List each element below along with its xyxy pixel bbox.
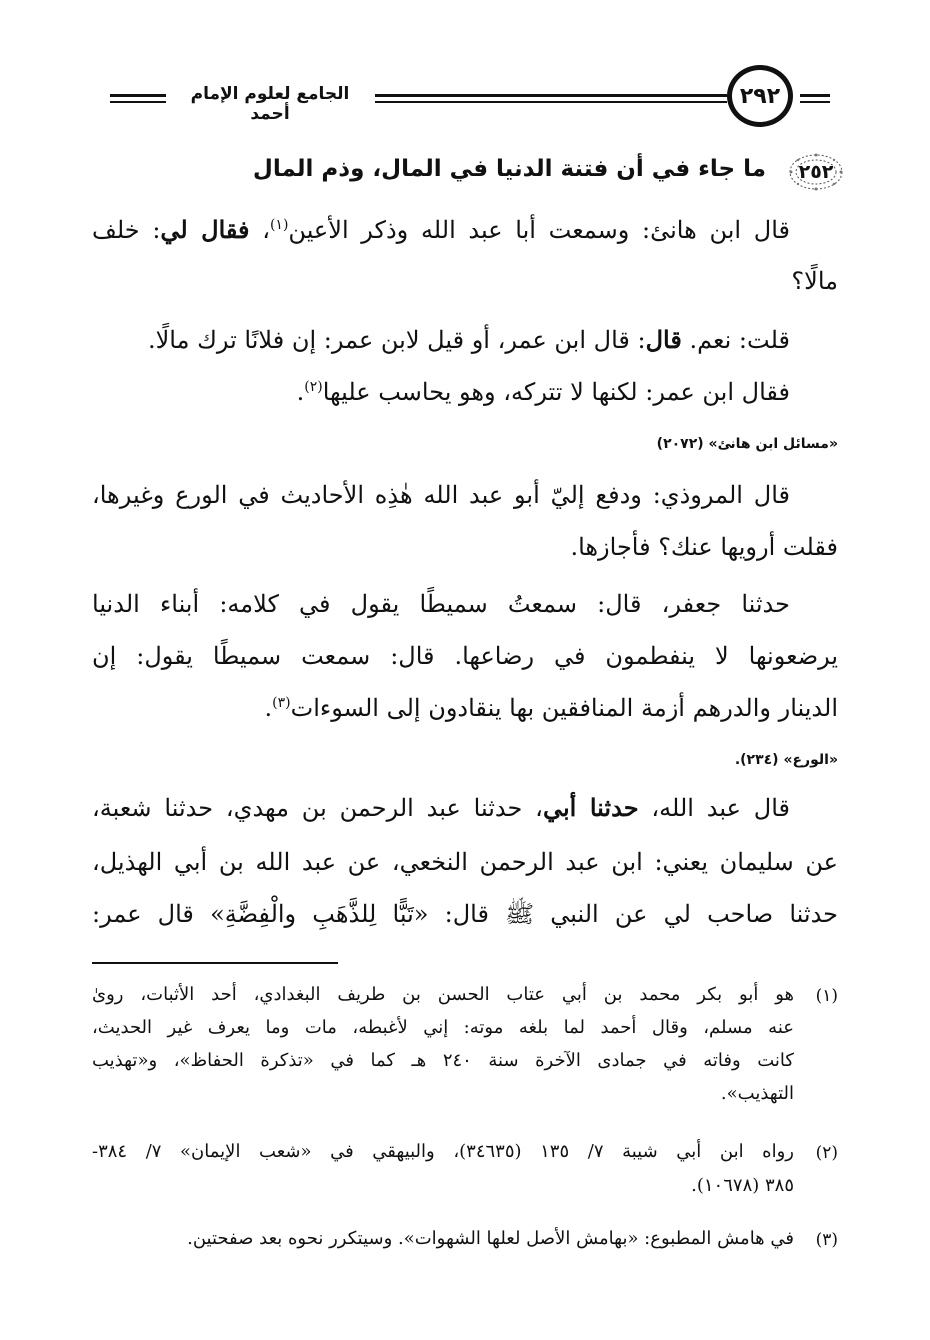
footnote-ref-3: (٣) <box>272 695 291 711</box>
footnote-line: في هامش المطبوع: «بهامش الأصل لعلها الشهوات». وسيتكرر نحوه بعد صفحتين. <box>187 1228 794 1249</box>
header-rule-right <box>800 94 830 103</box>
text-run: : خلف <box>92 216 161 244</box>
source-reference: «الورع» (٢٣٤). <box>734 752 838 768</box>
footnote-ref-1: (١) <box>269 217 289 233</box>
text-line <box>92 793 838 822</box>
footnote-line: كانت وفاته في جمادى الآخرة سنة ٢٤٠ هـ كما في «تذكرة الحفاظ»، و«تهذيب <box>92 1050 794 1071</box>
text-line: حدثنا جعفر، قال: سمعتُ سميطًا يقول في كلامه: أبناء الدنيا <box>92 590 790 618</box>
footnote-line: عنه مسلم، وقال أحمد لما بلغه موته: إني لأغبطه، مات وما يعرف غير الحديث، <box>92 1017 794 1038</box>
section-number-badge <box>788 152 844 192</box>
section-heading <box>144 148 844 198</box>
text-line <box>297 380 838 404</box>
footnote-mark: (٢) <box>815 1143 838 1163</box>
footnote-line: ٣٨٥ (١٠٦٧٨). <box>691 1175 794 1196</box>
source-reference: «مسائل ابن هانئ» (٢٠٧٢) <box>656 436 838 452</box>
text-run: . <box>264 694 273 722</box>
running-header <box>0 60 930 140</box>
text-run: ، حدثنا عبد الرحمن بن مهدي، حدثنا شعبة، <box>92 794 543 822</box>
footnote-ref-2: (٢) <box>304 379 323 395</box>
bold-phrase: قال <box>645 325 682 354</box>
text-line <box>147 325 838 354</box>
text-run: قال ابن هانئ: وسمعت أبا عبد الله وذكر الأعين <box>288 216 790 244</box>
page-number: ٢٩٢ <box>739 83 781 109</box>
text-run: فقال ابن عمر: لكنها لا تتركه، وهو يحاسب عليها <box>322 378 790 406</box>
bold-phrase: حدثنا أبي <box>542 793 639 822</box>
text-line: قال المروذي: ودفع إليّ أبو عبد الله هٰذِه الأحاديث في الورع وغيرها، <box>92 481 790 509</box>
text-run: قال عبد الله، <box>638 794 791 822</box>
text-line: حدثنا صاحب لي عن النبي ﷺ قال: «تَبًّا لِلذَّهَبِ والْفِضَّةِ» قال عمر: <box>92 900 838 928</box>
text-line: فقلت أرويها عنك؟ فأجازها. <box>570 533 838 561</box>
page-number-circle <box>727 65 793 127</box>
book-title: الجامع لعلوم الإمام أحمد <box>190 84 350 124</box>
bold-phrase: فقال لي <box>160 215 250 244</box>
footnote-mark: (٣) <box>815 1230 838 1250</box>
text-line <box>265 696 838 720</box>
text-run: قلت: نعم. <box>681 326 790 354</box>
footnote-line: التهذيب». <box>720 1083 794 1104</box>
text-run: ، <box>249 216 270 244</box>
text-run: الدينار والدرهم أزمة المنافقين بها ينقادون إلى السوءات <box>290 694 838 722</box>
footnote-line: رواه ابن أبي شيبة ٧/ ١٣٥ (٣٤٦٣٥)، والبيهقي في «شعب الإيمان» ٧/ ٣٨٤- <box>92 1141 794 1162</box>
text-line <box>92 215 838 244</box>
section-title: ما جاء في أن فتنة الدنيا في المال، وذم المال <box>252 156 766 182</box>
text-line: يرضعونها لا ينفطمون في رضاعها. قال: سمعت سميطًا يقول: إن <box>92 642 838 670</box>
header-rule-middle <box>375 94 727 103</box>
footnote-mark: (١) <box>815 986 838 1006</box>
footnote-line: هو أبو بكر محمد بن أبي عتاب الحسن بن طريف البغدادي، أحد الأثبات، روىٰ <box>92 984 794 1005</box>
text-line: عن سليمان يعني: ابن عبد الرحمن النخعي، عن عبد الله بن أبي الهذيل، <box>92 848 838 876</box>
footnote-separator <box>92 962 338 964</box>
section-number: ٢٥٢ <box>798 161 834 183</box>
text-line: مالًا؟ <box>791 267 838 295</box>
text-run: . <box>296 378 305 406</box>
header-rule-left <box>110 94 166 103</box>
text-run: : قال ابن عمر، أو قيل لابن عمر: إن فلانًا ترك مالًا. <box>147 326 646 354</box>
